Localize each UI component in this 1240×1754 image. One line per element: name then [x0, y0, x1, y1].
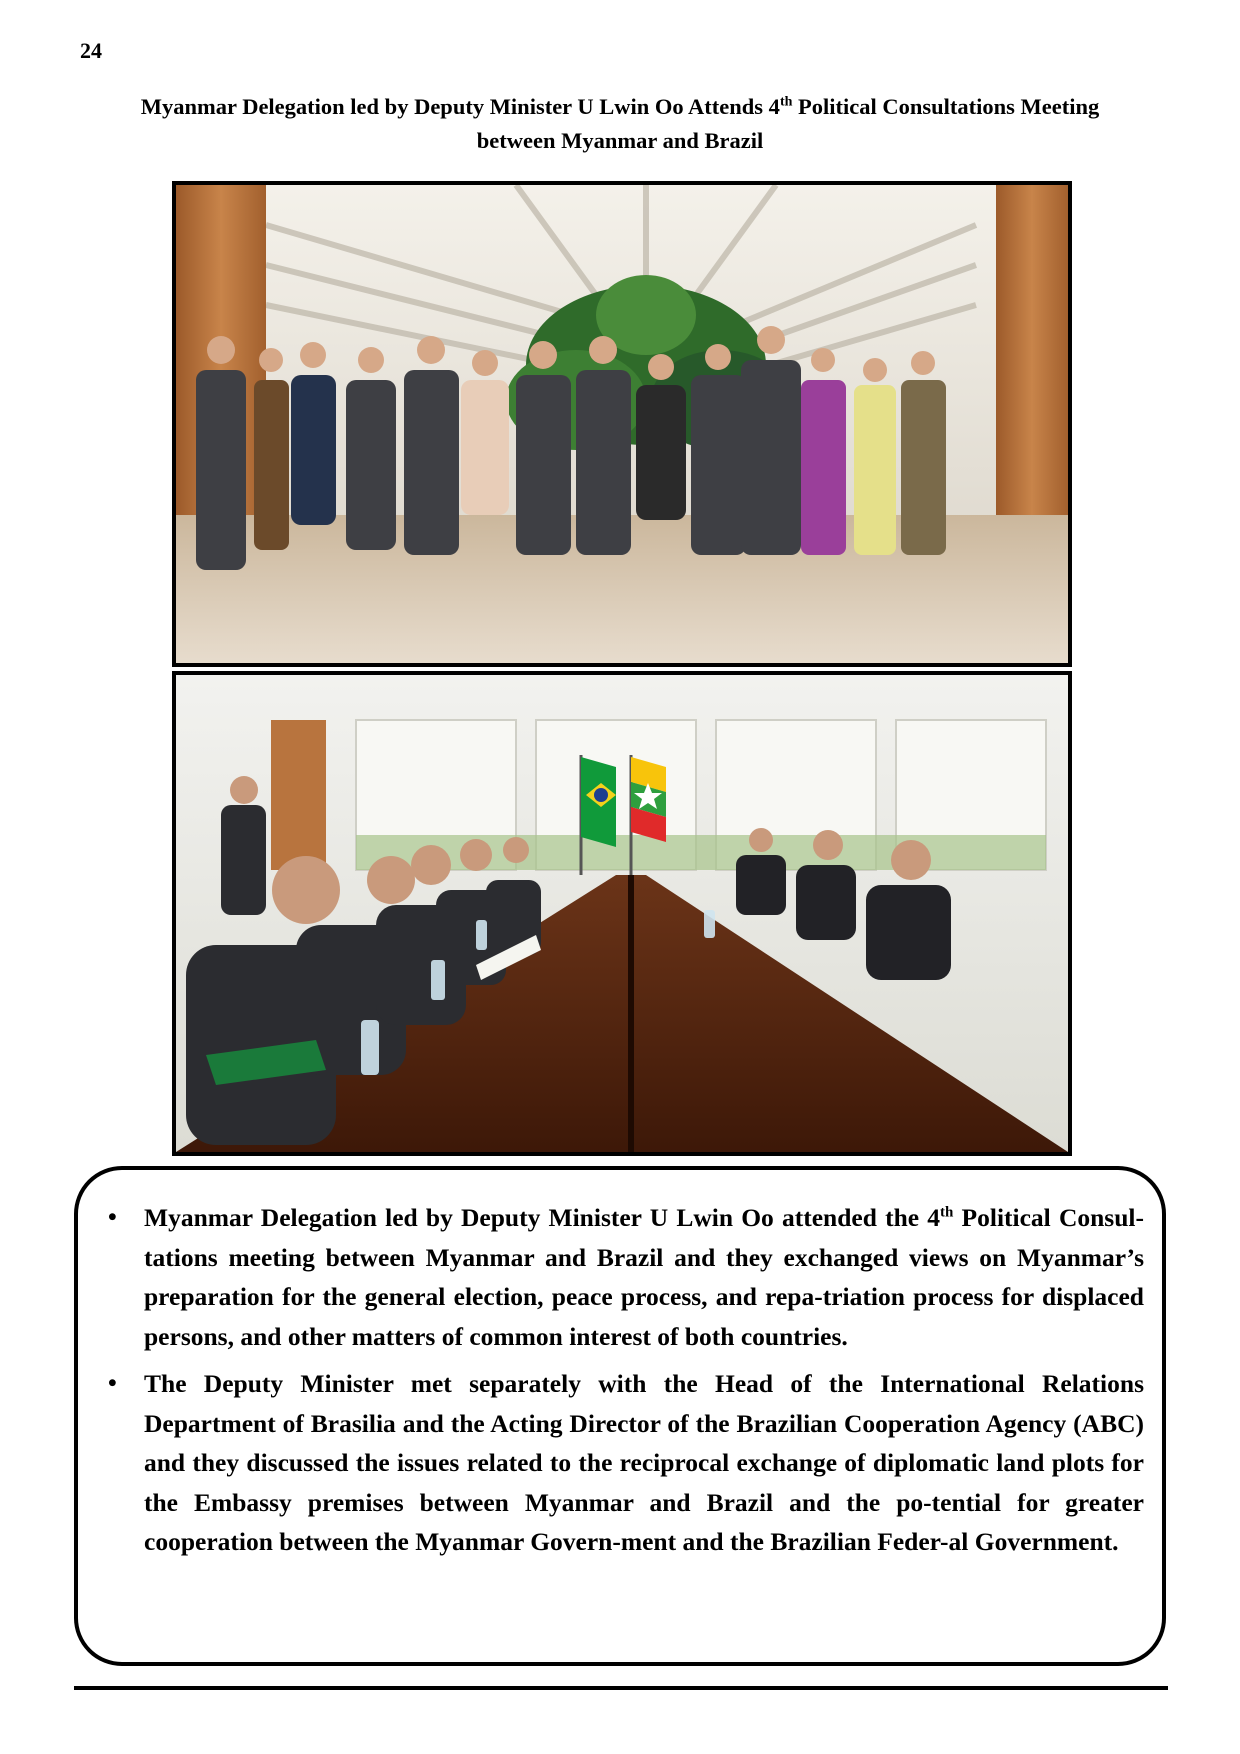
bullet-1-ordinal-suffix: th [940, 1204, 954, 1221]
bullet-list [108, 1198, 1144, 1570]
title-line-1 [70, 90, 1170, 124]
title-ordinal-suffix: th [779, 94, 793, 110]
title-line-1-rest: Political Consultations Meeting [792, 94, 1100, 119]
bullet-item-2 [108, 1364, 1144, 1562]
group-photo [172, 181, 1072, 667]
group-photo-illustration [176, 185, 1068, 663]
bullet-1-text-rest: Political Consul-tations meeting between Myanmar and Brazil and they exchanged views on Myanmar’s preparation for the general election, peace process, and repa-triation process for displaced persons, and other matters of common interest of both countries. [144, 1203, 1144, 1351]
bullet-dot-icon: • [108, 1370, 117, 1397]
meeting-photo-illustration [176, 675, 1068, 1152]
bullet-dot-icon: • [108, 1204, 117, 1231]
title-line-1-text: Myanmar Delegation led by Deputy Minister U Lwin Oo Attends 4 [140, 94, 780, 119]
bottom-rule [74, 1686, 1168, 1690]
title-line-2: between Myanmar and Brazil [476, 128, 764, 153]
page-title [70, 90, 1170, 158]
page-number: 24 [80, 38, 102, 63]
summary-box [74, 1166, 1166, 1666]
meeting-photo [172, 671, 1072, 1156]
bullet-2-text: The Deputy Minister met separately with the Head of the International Relations Department of Brasilia and the Acting Director of the Brazilian Cooperation Agency (ABC) and they discussed the issues related to the reciprocal exchange of diplomatic land plots for the Embassy premises between Myanmar and Brazil and the po-tential for greater cooperation between the Myanmar Govern-ment and the Brazilian Feder-al Government. [144, 1369, 1144, 1556]
bullet-1-text: Myanmar Delegation led by Deputy Minister U Lwin Oo attended the 4 [144, 1203, 941, 1232]
bullet-item-1 [108, 1198, 1144, 1356]
